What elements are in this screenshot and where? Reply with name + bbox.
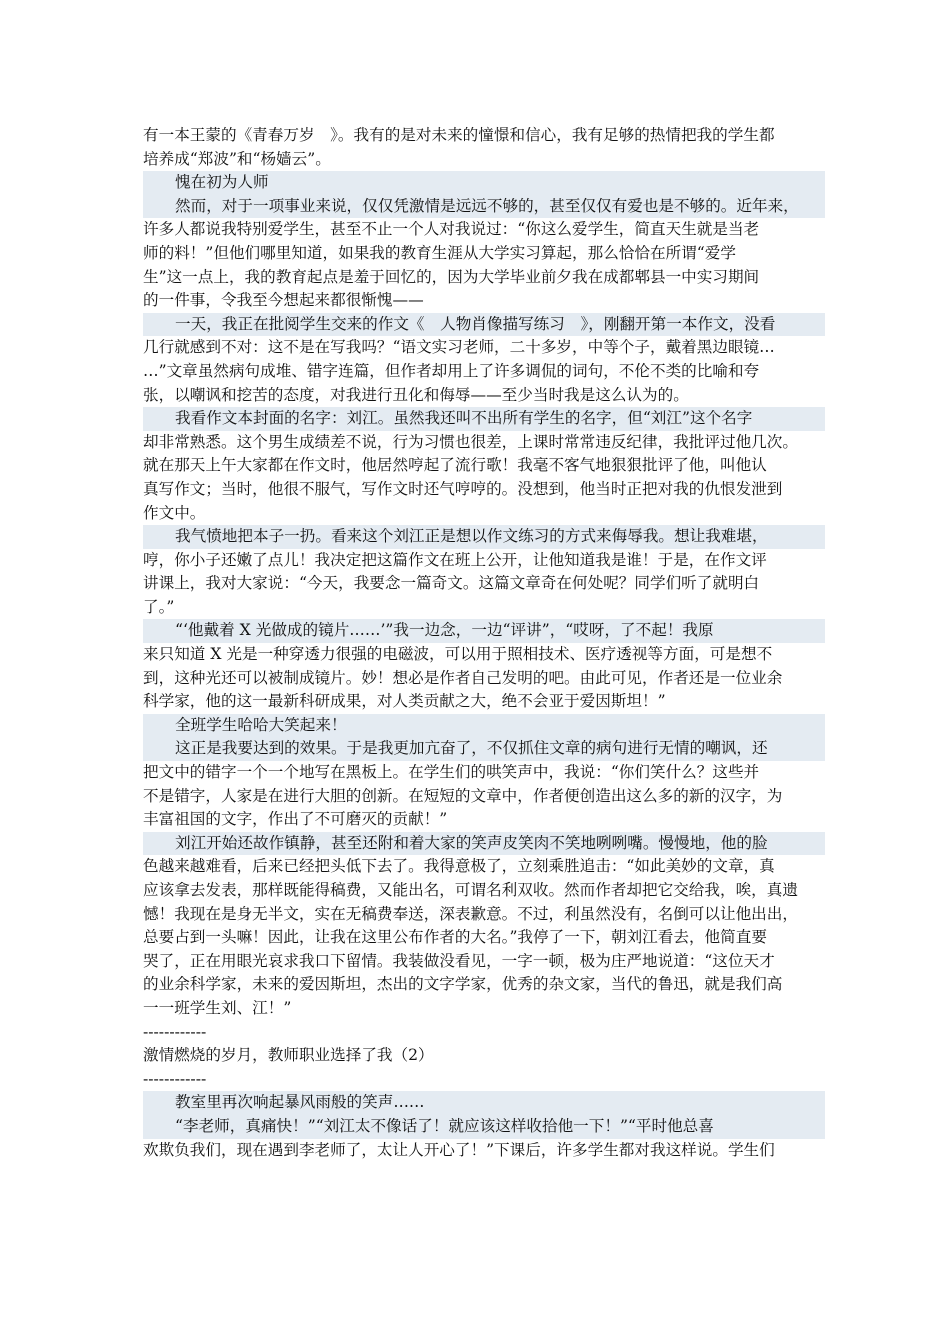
text-line: “‘他戴着 X 光做成的镜片……’”我一边念，一边“评讲”，“哎呀，了不起！我原 xyxy=(143,619,825,643)
text-line: 一一班学生刘、江！” xyxy=(143,998,292,1017)
text-line: 这正是我要达到的效果。于是我更加亢奋了，不仅抓住文章的病句进行无情的嘲讽，还 xyxy=(143,737,825,761)
text-line: 许多人都说我特别爱学生，甚至不止一个人对我说过：“你这么爱学生，简直天生就是当老 xyxy=(143,220,760,239)
text-line: 哭了，正在用眼光哀求我口下留情。我装做没看见，一字一顿，极为庄严地说道：“这位天才 xyxy=(143,951,775,970)
text-line: 刘江开始还故作镇静，甚至还附和着大家的笑声皮笑肉不笑地咧咧嘴。慢慢地，他的脸 xyxy=(143,832,825,856)
text-line: 来只知道 X 光是一种穿透力很强的电磁波，可以用于照相技术、医疗透视等方面，可是想不 xyxy=(143,645,773,664)
text-line: 一天，我正在批阅学生交来的作文《 人物肖像描写练习 》，刚翻开第一本作文，没看 xyxy=(143,313,825,337)
text-line: 却非常熟悉。这个男生成绩差不说，行为习惯也很差，上课时常常违反纪律，我批评过他几次。 xyxy=(143,432,798,451)
text-line: 生”这一点上，我的教育起点是羞于回忆的，因为大学毕业前夕我在成都郫县一中实习期间 xyxy=(143,267,760,286)
text-line: 了。” xyxy=(143,597,175,616)
text-line: …”文章虽然病句成堆、错字连篇，但作者却用上了许多调侃的词句，不伦不类的比喻和夸 xyxy=(143,361,760,380)
text-line: 我气愤地把本子一扔。看来这个刘江正是想以作文练习的方式来侮辱我。想让我难堪， xyxy=(143,525,825,549)
text-line: 师的料！”但他们哪里知道，如果我的教育生涯从大学实习算起，那么恰恰在所谓“爱学 xyxy=(143,243,736,262)
separator-line: ------------ xyxy=(143,1022,207,1041)
text-line: 憾！我现在是身无半文，实在无稿费奉送，深表歉意。不过，利虽然没有，名倒可以让他出出， xyxy=(143,904,798,923)
text-line: 欢欺负我们，现在遇到李老师了，太让人开心了！”下课后，许多学生都对我这样说。学生们 xyxy=(143,1140,775,1159)
text-line: 不是错字，人家是在进行大胆的创新。在短短的文章中，作者便创造出这么多的新的汉字，为 xyxy=(143,786,783,805)
text-line: 就在那天上午大家都在作文时，他居然哼起了流行歌！我毫不客气地狠狠批评了他，叫他认 xyxy=(143,456,767,475)
text-line: 然而，对于一项事业来说，仅仅凭激情是远远不够的，甚至仅仅有爱也是不够的。近年来， xyxy=(143,195,825,219)
text-line: 作文中。 xyxy=(143,503,206,522)
text-line: 的一件事，令我至今想起来都很惭愧—— xyxy=(143,291,424,310)
text-line: 讲课上，我对大家说：“今天，我要念一篇奇文。这篇文章奇在何处呢？同学们听了就明白 xyxy=(143,574,760,593)
text-line: 总要占到一头嘛！因此，让我在这里公布作者的大名。”我停了一下，朝刘江看去，他简直要 xyxy=(143,928,767,947)
text-line: 的业余科学家，未来的爱因斯坦，杰出的文字学家，优秀的杂文家，当代的鲁迅，就是我们高 xyxy=(143,975,783,994)
text-line: 全班学生哈哈大笑起来！ xyxy=(143,714,825,738)
text-line: 教室里再次响起暴风雨般的笑声…… xyxy=(143,1091,825,1115)
text-line: 有一本王蒙的《青春万岁 》。我有的是对未来的憧憬和信心，我有足够的热情把我的学生都 xyxy=(143,126,775,144)
text-line: 培养成“郑波”和“杨嫱云”。 xyxy=(143,149,331,168)
text-line: 愧在初为人师 xyxy=(143,171,825,195)
text-line: 科学家，他的这一最新科研成果，对人类贡献之大，绝不会亚于爱因斯坦！” xyxy=(143,692,666,711)
text-line: 色越来越难看，后来已经把头低下去了。我得意极了，立刻乘胜追击：“如此美妙的文章，真 xyxy=(143,857,775,876)
text-line: 几行就感到不对：这不是在写我吗？“语文实习老师，二十多岁，中等个子，戴着黑边眼镜… xyxy=(143,338,775,357)
document-body xyxy=(143,124,825,1162)
text-line: 应该拿去发表，那样既能得稿费，又能出名，可谓名利双收。然而作者却把它交给我，唉，真遗 xyxy=(143,881,798,899)
text-line: 张，以嘲讽和挖苦的态度，对我进行丑化和侮辱——至少当时我是这么认为的。 xyxy=(143,385,689,404)
text-line: 把文中的错字一个一个地写在黑板上。在学生们的哄笑声中，我说：“你们笑什么？这些并 xyxy=(143,763,760,782)
text-line: 丰富祖国的文字，作出了不可磨灭的贡献！” xyxy=(143,810,448,829)
separator-line: ------------ xyxy=(143,1069,207,1088)
text-line: 真写作文；当时，他很不服气，写作文时还气哼哼的。没想到，他当时正把对我的仇恨发泄到 xyxy=(143,479,783,498)
text-line: 我看作文本封面的名字：刘江。虽然我还叫不出所有学生的名字，但“刘江”这个名字 xyxy=(143,407,825,431)
text-line: 哼，你小子还嫩了点儿！我决定把这篇作文在班上公开，让他知道我是谁！于是，在作文评 xyxy=(143,550,767,569)
text-line: 到，这种光还可以被制成镜片。妙！想必是作者自己发明的吧。由此可见，作者还是一位业余 xyxy=(143,668,783,687)
text-line: 激情燃烧的岁月，教师职业选择了我（2） xyxy=(143,1046,434,1065)
text-line: “李老师，真痛快！”“刘江太不像话了！就应该这样收拾他一下！”“平时他总喜 xyxy=(143,1115,825,1139)
